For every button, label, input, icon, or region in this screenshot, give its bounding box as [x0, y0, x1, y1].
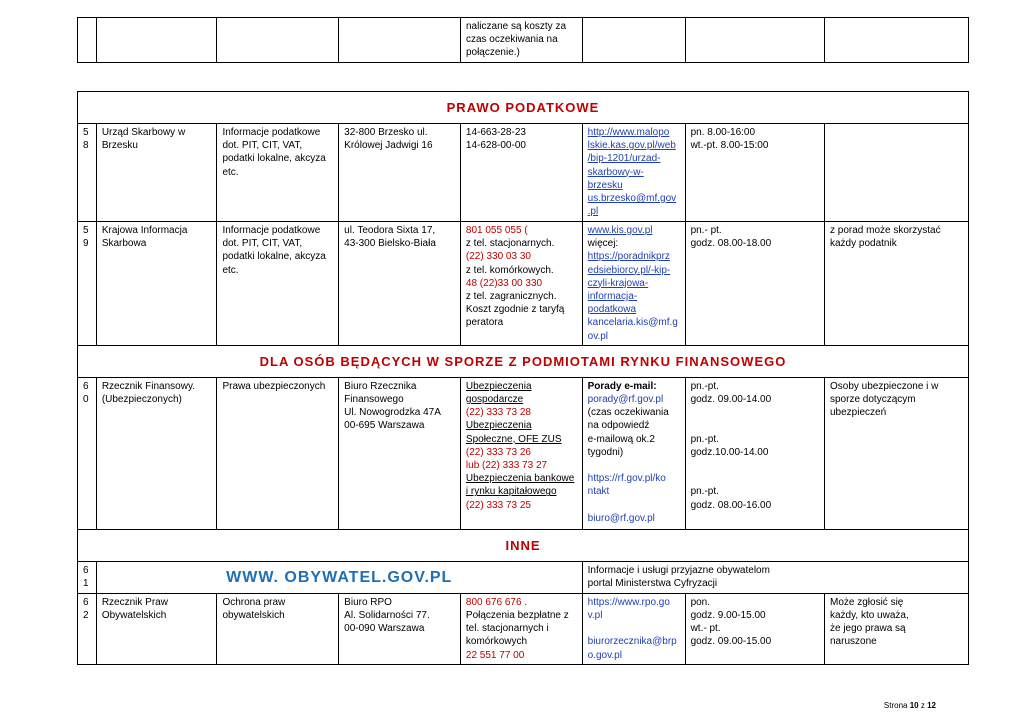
table-row — [78, 124, 969, 222]
scope: Prawa ubezpieczonych — [217, 377, 339, 529]
web-link[interactable]: Porady e-mail: porady@rf.gov.pl (czas oczekiwania na odpowiedź e-mailową ok.2 tygodni) https://rf.gov.pl/ko ntakt biuro@rf.gov.pl — [582, 377, 685, 529]
row-number: 62 — [78, 593, 97, 664]
phone: 800 676 676 . Połączenia bezpłatne z tel. stacjonarnych i komórkowych 22 551 77 00 — [460, 593, 582, 664]
web-link[interactable]: www.kis.gov.pl więcej: https://poradnikprz edsiebiorcy.pl/-kip- czyli-krajowa- informacja- podatkowa kancelaria.kis@mf.g ov.pl — [582, 222, 685, 346]
institution-name: Rzecznik Finansowy. (Ubezpieczonych) — [96, 377, 217, 529]
row-number: 58 — [78, 124, 97, 222]
hours: pn.- pt. godz. 08.00-18.00 — [685, 222, 824, 346]
notes: Osoby ubezpieczone i w sporze dotyczącym ubezpieczeń — [825, 377, 969, 529]
page-sep: z — [920, 701, 925, 710]
address: Biuro Rzecznika Finansowego Ul. Nowogrodzka 47A 00-695 Warszawa — [339, 377, 461, 529]
scope: Informacje podatkowe dot. PIT, CIT, VAT, podatki lokalne, akcyza etc. — [217, 222, 339, 346]
notes: Może zgłosić się każdy, kto uważa, że jego prawa są naruszone — [825, 593, 969, 664]
wait-cost-note: naliczane są koszty za czas oczekiwania na połączenie.) — [460, 18, 582, 63]
section-title-financial: DLA OSÓB BĘDĄCYCH W SPORZE Z PODMIOTAMI RYNKU FINANSOWEGO — [78, 345, 969, 377]
row-number: 61 — [78, 561, 97, 593]
table-row — [78, 377, 969, 529]
table-row — [78, 593, 969, 664]
obywatel-description: Informacje i usługi przyjazne obywatelom portal Ministerstwa Cyfryzacji — [582, 561, 968, 593]
institutions-table — [77, 91, 969, 665]
table-row — [78, 222, 969, 346]
obywatel-site-link[interactable]: WWW. OBYWATEL.GOV.PL — [96, 561, 582, 593]
hours: pn. 8.00-16:00 wt.-pt. 8.00-15:00 — [685, 124, 824, 222]
phone: 14-663-28-23 14-628-00-00 — [460, 124, 582, 222]
phone: 801 055 055 ( z tel. stacjonarnych. (22) 330 03 30 z tel. komórkowych. 48 (22)33 00 330 z tel. zagranicznych. Koszt zgodnie z taryfą peratora — [460, 222, 582, 346]
table-row — [78, 561, 969, 593]
page-footer — [884, 699, 936, 712]
institution-name: Urząd Skarbowy w Brzesku — [96, 124, 217, 222]
web-link[interactable]: https://www.rpo.go v.pl biurorzecznika@brp o.gov.pl — [582, 593, 685, 664]
scope: Ochrona praw obywatelskich — [217, 593, 339, 664]
hours: pon. godz. 9.00-15.00 wt.- pt. godz. 09.00-15.00 — [685, 593, 824, 664]
top-table-fragment — [77, 17, 969, 63]
section-title-tax: PRAWO PODATKOWE — [78, 92, 969, 124]
web-link[interactable]: http://www.malopo lskie.kas.gov.pl/web /bip-1201/urzad- skarbowy-w- brzesku us.brzesko@mf.gov .pl — [582, 124, 685, 222]
hours: pn.-pt. godz. 09.00-14.00 pn.-pt. godz.10.00-14.00 pn.-pt. godz. 08.00-16.00 — [685, 377, 824, 529]
notes: z porad może skorzystać każdy podatnik — [825, 222, 969, 346]
scope: Informacje podatkowe dot. PIT, CIT, VAT, podatki lokalne, akcyza etc. — [217, 124, 339, 222]
institution-name: Rzecznik Praw Obywatelskich — [96, 593, 217, 664]
phone: Ubezpieczenia gospodarcze (22) 333 73 28 Ubezpieczenia Społeczne, OFE ZUS (22) 333 73 26 lub (22) 333 73 27 Ubezpieczenia bankowe i rynku kapitałowego (22) 333 73 25 — [460, 377, 582, 529]
address: 32-800 Brzesko ul. Królowej Jadwigi 16 — [339, 124, 461, 222]
page-total: 12 — [927, 701, 936, 710]
page-label: Strona — [883, 701, 908, 710]
notes — [825, 124, 969, 222]
row-number: 60 — [78, 377, 97, 529]
row-number: 59 — [78, 222, 97, 346]
address: ul. Teodora Sixta 17, 43-300 Bielsko-Biała — [339, 222, 461, 346]
institution-name: Krajowa Informacja Skarbowa — [96, 222, 217, 346]
section-title-other: INNE — [78, 529, 969, 561]
page-number: 10 — [909, 701, 919, 710]
address: Biuro RPO Al. Solidarności 77. 00-090 Warszawa — [339, 593, 461, 664]
